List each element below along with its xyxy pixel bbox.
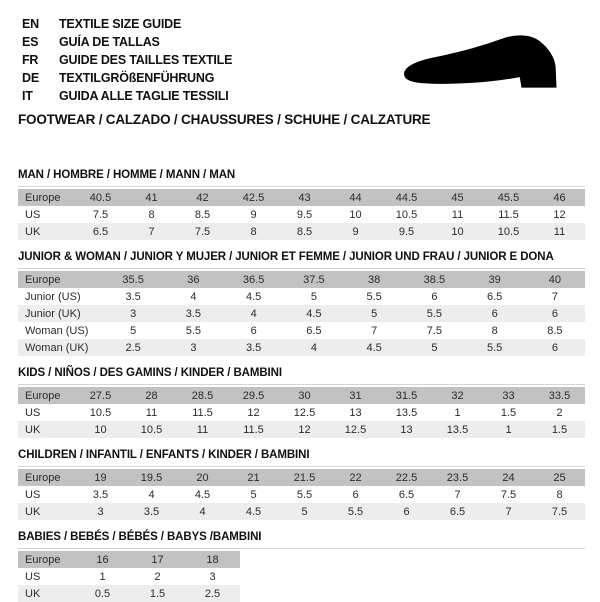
language-label: GUIDA ALLE TAGLIE TESSILI (59, 89, 229, 103)
language-code: EN (22, 17, 39, 31)
size-value: 0.5 (75, 585, 130, 602)
size-value: 2 (130, 568, 185, 585)
size-row (18, 503, 585, 520)
size-table-grid (18, 469, 585, 520)
size-value: 27.5 (75, 387, 126, 404)
row-label: Woman (UK) (18, 339, 103, 356)
language-label: GUÍA DE TALLAS (59, 35, 160, 49)
size-value: 1.5 (534, 421, 585, 438)
size-row (18, 585, 240, 602)
size-value: 2 (534, 404, 585, 421)
size-table-section (18, 449, 585, 520)
size-value: 6 (224, 322, 284, 339)
size-value: 5.5 (279, 486, 330, 503)
size-value: 5 (228, 486, 279, 503)
guide-header (0, 0, 600, 105)
size-row (18, 271, 585, 288)
size-value: 6 (465, 305, 525, 322)
size-value: 7.5 (404, 322, 464, 339)
row-label: US (18, 206, 75, 223)
size-value: 21 (228, 469, 279, 486)
size-value: 6.5 (75, 223, 126, 240)
size-value: 7.5 (483, 486, 534, 503)
size-value: 1 (483, 421, 534, 438)
size-value: 3 (103, 305, 163, 322)
size-value: 4.5 (284, 305, 344, 322)
size-table-title: MAN / HOMBRE / HOMME / MANN / MAN (18, 169, 236, 181)
size-row (18, 223, 585, 240)
size-table-grid (18, 271, 585, 356)
size-value: 7 (126, 223, 177, 240)
size-value: 33.5 (534, 387, 585, 404)
size-row (18, 469, 585, 486)
size-value: 12.5 (330, 421, 381, 438)
size-value: 4 (224, 305, 284, 322)
language-code: FR (22, 53, 39, 67)
size-value: 4.5 (344, 339, 404, 356)
row-label: Europe (18, 271, 103, 288)
size-value: 5.5 (330, 503, 381, 520)
size-row (18, 486, 585, 503)
size-value: 21.5 (279, 469, 330, 486)
size-value: 41 (126, 189, 177, 206)
size-value: 31.5 (381, 387, 432, 404)
size-value: 31 (330, 387, 381, 404)
size-value: 10.5 (126, 421, 177, 438)
size-value: 5.5 (404, 305, 464, 322)
size-value: 12 (534, 206, 585, 223)
size-value: 17 (130, 551, 185, 568)
size-value: 23.5 (432, 469, 483, 486)
size-row (18, 189, 585, 206)
size-value: 8 (126, 206, 177, 223)
size-table-section (18, 531, 585, 602)
size-value: 5 (284, 288, 344, 305)
size-value: 44 (330, 189, 381, 206)
row-label: US (18, 404, 75, 421)
size-value: 6 (404, 288, 464, 305)
row-label: Junior (UK) (18, 305, 103, 322)
size-value: 3.5 (163, 305, 223, 322)
size-value: 5 (103, 322, 163, 339)
size-value: 6 (330, 486, 381, 503)
size-value: 11.5 (483, 206, 534, 223)
row-label: UK (18, 585, 75, 602)
row-label: US (18, 568, 75, 585)
size-value: 42.5 (228, 189, 279, 206)
row-label: Europe (18, 189, 75, 206)
size-row (18, 322, 585, 339)
size-value: 32 (432, 387, 483, 404)
size-value: 38 (344, 271, 404, 288)
size-value: 10.5 (381, 206, 432, 223)
size-value: 36.5 (224, 271, 284, 288)
size-value: 30 (279, 387, 330, 404)
size-value: 8 (534, 486, 585, 503)
size-value: 9 (330, 223, 381, 240)
size-value: 12.5 (279, 404, 330, 421)
row-label: UK (18, 223, 75, 240)
size-row (18, 288, 585, 305)
size-value: 1 (75, 568, 130, 585)
category-title: FOOTWEAR / CALZADO / CHAUSSURES / SCHUHE / CALZATURE (18, 112, 431, 127)
size-value: 3 (185, 568, 240, 585)
size-value: 45 (432, 189, 483, 206)
size-table-section (18, 251, 585, 356)
size-table-title: JUNIOR & WOMAN / JUNIOR Y MUJER / JUNIOR ET FEMME / JUNIOR UND FRAU / JUNIOR E DONA (18, 251, 554, 263)
size-value: 40 (525, 271, 585, 288)
size-value: 35.5 (103, 271, 163, 288)
size-row (18, 305, 585, 322)
size-value: 8 (228, 223, 279, 240)
size-value: 13 (330, 404, 381, 421)
size-value: 18 (185, 551, 240, 568)
language-label: GUIDE DES TAILLES TEXTILE (59, 53, 233, 67)
size-value: 22.5 (381, 469, 432, 486)
size-row (18, 551, 240, 568)
size-value: 40.5 (75, 189, 126, 206)
size-row (18, 568, 240, 585)
size-value: 5.5 (163, 322, 223, 339)
size-value: 29.5 (228, 387, 279, 404)
row-label: UK (18, 421, 75, 438)
size-value: 7 (432, 486, 483, 503)
size-value: 3.5 (224, 339, 284, 356)
size-table-section (18, 169, 585, 240)
size-value: 4.5 (177, 486, 228, 503)
size-value: 13.5 (381, 404, 432, 421)
size-table (18, 548, 585, 602)
size-value: 37.5 (284, 271, 344, 288)
size-value: 44.5 (381, 189, 432, 206)
size-value: 6 (525, 339, 585, 356)
size-table (18, 268, 585, 356)
size-value: 20 (177, 469, 228, 486)
size-value: 10 (75, 421, 126, 438)
size-value: 11 (534, 223, 585, 240)
size-table-grid (18, 387, 585, 438)
size-value: 6.5 (432, 503, 483, 520)
size-value: 8 (465, 322, 525, 339)
size-value: 10 (432, 223, 483, 240)
size-value: 6 (525, 305, 585, 322)
size-value: 9 (228, 206, 279, 223)
dress-shoe-icon (399, 30, 574, 98)
size-value: 43 (279, 189, 330, 206)
size-value: 4 (163, 288, 223, 305)
size-value: 6.5 (381, 486, 432, 503)
row-label: US (18, 486, 75, 503)
size-table (18, 186, 585, 240)
size-table-grid (18, 189, 585, 240)
size-value: 11.5 (177, 404, 228, 421)
size-value: 28 (126, 387, 177, 404)
size-value: 8.5 (525, 322, 585, 339)
size-value: 46 (534, 189, 585, 206)
size-table-section (18, 367, 585, 438)
size-value: 13 (381, 421, 432, 438)
size-value: 5 (279, 503, 330, 520)
size-value: 7 (525, 288, 585, 305)
size-value: 7 (344, 322, 404, 339)
size-value: 9.5 (381, 223, 432, 240)
size-row (18, 387, 585, 404)
size-value: 11.5 (228, 421, 279, 438)
size-value: 28.5 (177, 387, 228, 404)
row-label: Europe (18, 469, 75, 486)
size-value: 3 (163, 339, 223, 356)
size-value: 4.5 (224, 288, 284, 305)
size-value: 19.5 (126, 469, 177, 486)
size-value: 42 (177, 189, 228, 206)
size-value: 4 (177, 503, 228, 520)
language-code: DE (22, 71, 39, 85)
size-value: 6.5 (465, 288, 525, 305)
size-value: 10.5 (75, 404, 126, 421)
size-value: 22 (330, 469, 381, 486)
size-value: 5 (344, 305, 404, 322)
size-value: 6.5 (284, 322, 344, 339)
size-table-title: CHILDREN / INFANTIL / ENFANTS / KINDER / BAMBINI (18, 449, 310, 461)
size-row (18, 339, 585, 356)
size-table-title: KIDS / NIÑOS / DES GAMINS / KINDER / BAMBINI (18, 367, 282, 379)
size-value: 11 (177, 421, 228, 438)
size-value: 3.5 (103, 288, 163, 305)
size-value: 3.5 (75, 486, 126, 503)
size-value: 2.5 (103, 339, 163, 356)
size-value: 19 (75, 469, 126, 486)
size-value: 12 (279, 421, 330, 438)
size-value: 5.5 (344, 288, 404, 305)
size-row (18, 206, 585, 223)
size-value: 45.5 (483, 189, 534, 206)
language-label: TEXTILGRÖßENFÜHRUNG (59, 71, 215, 85)
size-value: 16 (75, 551, 130, 568)
row-label: Woman (US) (18, 322, 103, 339)
size-value: 7.5 (177, 223, 228, 240)
size-value: 25 (534, 469, 585, 486)
size-value: 10.5 (483, 223, 534, 240)
size-value: 8.5 (279, 223, 330, 240)
row-label: Junior (US) (18, 288, 103, 305)
size-value: 11 (126, 404, 177, 421)
size-value: 7 (483, 503, 534, 520)
size-value: 11 (432, 206, 483, 223)
size-value: 6 (381, 503, 432, 520)
size-value: 8.5 (177, 206, 228, 223)
size-value: 12 (228, 404, 279, 421)
size-value: 1.5 (130, 585, 185, 602)
size-value: 4 (126, 486, 177, 503)
size-value: 38.5 (404, 271, 464, 288)
row-label: Europe (18, 551, 75, 568)
size-value: 1 (432, 404, 483, 421)
size-value: 1.5 (483, 404, 534, 421)
size-table (18, 384, 585, 438)
language-label: TEXTILE SIZE GUIDE (59, 17, 182, 31)
size-value: 39 (465, 271, 525, 288)
row-label: Europe (18, 387, 75, 404)
language-code: ES (22, 35, 39, 49)
size-value: 10 (330, 206, 381, 223)
size-value: 5 (404, 339, 464, 356)
size-row (18, 421, 585, 438)
size-value: 9.5 (279, 206, 330, 223)
size-value: 5.5 (465, 339, 525, 356)
size-table (18, 466, 585, 520)
size-value: 33 (483, 387, 534, 404)
size-value: 24 (483, 469, 534, 486)
size-value: 4.5 (228, 503, 279, 520)
size-value: 7.5 (534, 503, 585, 520)
size-value: 36 (163, 271, 223, 288)
size-tables (18, 169, 585, 602)
size-value: 2.5 (185, 585, 240, 602)
row-label: UK (18, 503, 75, 520)
size-value: 3 (75, 503, 126, 520)
size-value: 7.5 (75, 206, 126, 223)
size-table-title: BABIES / BEBÉS / BÉBÉS / BABYS /BAMBINI (18, 531, 262, 543)
language-code: IT (22, 89, 33, 103)
size-table-grid (18, 551, 240, 602)
size-row (18, 404, 585, 421)
size-value: 3.5 (126, 503, 177, 520)
size-value: 4 (284, 339, 344, 356)
size-value: 13.5 (432, 421, 483, 438)
